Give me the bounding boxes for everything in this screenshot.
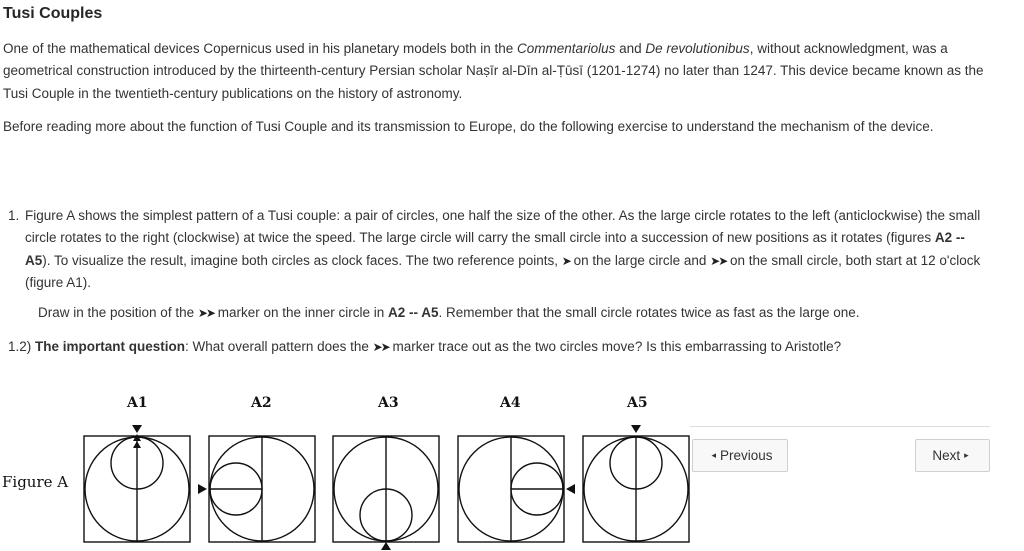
instruction-text: . Remember that the small circle rotates twice as fast as the large one. [438, 305, 860, 320]
figure-label-a4: A4 [500, 395, 521, 411]
instruction-text: Draw in the position of the [38, 305, 198, 320]
draw-instruction [38, 305, 859, 320]
figure-label-a5: A5 [627, 395, 648, 411]
question-1-2 [8, 339, 841, 354]
diagram-a4 [458, 436, 564, 542]
figure-range: A2 -- A5 [388, 305, 439, 320]
large-circle-marker-icon [566, 484, 575, 494]
figure-caption: Figure A [2, 473, 69, 491]
question-1 [8, 205, 988, 294]
figure-range: A2 -- A5 [25, 230, 965, 268]
divider [690, 426, 990, 427]
large-circle-marker-icon [631, 425, 641, 433]
instruction-text: marker on the inner circle in [213, 305, 389, 320]
question-text: ). To visualize the result, imagine both circles as clock faces. The two reference points, [42, 252, 562, 268]
double-arrow-marker-icon: ➤➤ [710, 253, 727, 268]
figure-label-a3: A3 [378, 395, 399, 411]
book-title-de-revolutionibus: De revolutionibus [645, 41, 750, 56]
next-label: Next [932, 448, 961, 463]
question-text: Figure A shows the simplest pattern of a Tusi couple: a pair of circles, one half the size of the other. As the large circle rotates to the left (anticlockwise) the small circle rotates to the right (clockwise) at twice the speed. The large circle will carry the small circle into a succession of new positions as it rotates (figures [25, 208, 981, 246]
intro-text: and [615, 41, 646, 56]
large-circle-marker-icon [198, 484, 207, 494]
book-title-commentariolus: Commentariolus [517, 41, 616, 56]
double-arrow-marker-icon: ➤➤ [197, 306, 214, 320]
previous-label: Previous [720, 448, 773, 463]
figure-label-a1: A1 [127, 395, 148, 411]
diagram-a1 [84, 436, 190, 542]
question-text: : What overall pattern does the [185, 339, 373, 354]
diagram-a5 [583, 436, 689, 542]
intro-paragraph-2: Before reading more about the function of Tusi Couple and its transmission to Europe, do the following exercise to understand the mechanism of the device. [3, 119, 934, 134]
large-circle-marker-icon [132, 425, 142, 433]
diagram-a3 [333, 436, 439, 542]
question-text: marker trace out as the two circles move? Is this embarrassing to Aristotle? [388, 339, 842, 354]
intro-paragraph-1 [3, 38, 993, 105]
large-circle-marker-icon [381, 542, 391, 550]
intro-text: One of the mathematical devices Copernicus used in his planetary models both in the [3, 41, 518, 56]
caret-right-icon: ▸ [964, 450, 969, 460]
figure-label-a2: A2 [251, 395, 272, 411]
diagram-a2 [209, 436, 315, 542]
question-text: on the small circle, both start at 12 o'clock (figure A1). [25, 252, 981, 290]
question-heading: The important question [35, 339, 186, 354]
intro-text: , without acknowledgment, was a geometrical construction introduced by the thirteenth-century Persian scholar Naṣīr al-Dīn al-Ṭūsī (1201-1274) no later than 1247. This device became known as the Tusi Couple in the twentieth-century publications on the history of astronomy. [3, 41, 984, 101]
caret-left-icon: ◂ [711, 450, 716, 460]
single-arrow-marker-icon: ➤ [561, 253, 570, 268]
question-number: 1. [8, 208, 20, 223]
small-circle-marker-icon [133, 441, 141, 448]
page-title: Tusi Couples [3, 5, 103, 22]
previous-button[interactable] [692, 439, 788, 472]
tusi-couple-figure [82, 420, 692, 551]
question-text: on the large circle and [569, 252, 711, 268]
double-arrow-marker-icon: ➤➤ [372, 340, 389, 354]
question-number: 1.2) [8, 339, 36, 354]
next-button[interactable] [915, 439, 990, 472]
